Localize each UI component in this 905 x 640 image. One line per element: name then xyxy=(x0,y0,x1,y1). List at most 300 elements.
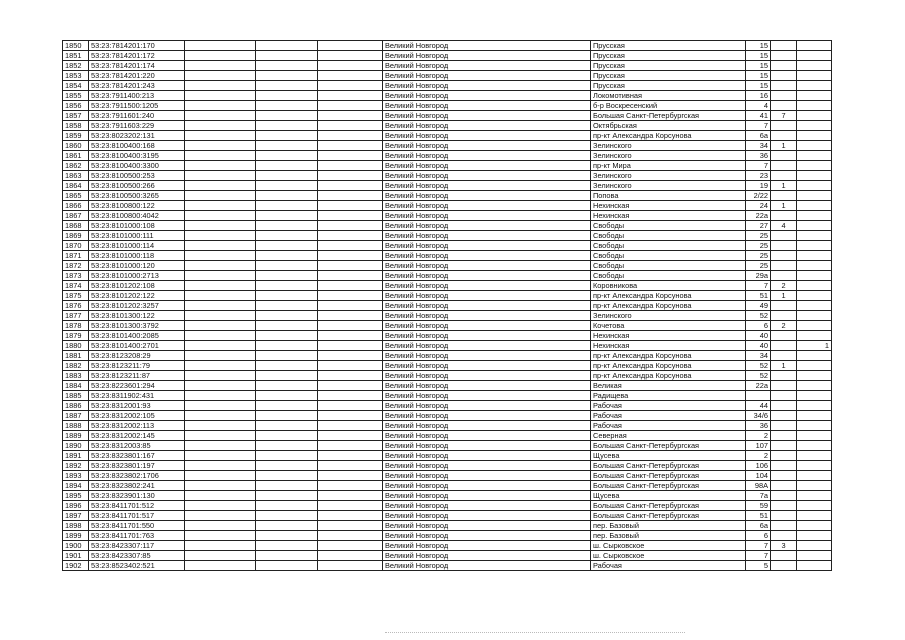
extra-number-cell xyxy=(797,211,832,221)
building-number-cell xyxy=(771,311,797,321)
cadastral-number-cell: 53:23:8101000:120 xyxy=(89,261,185,271)
empty-cell xyxy=(256,181,318,191)
street-cell: Большая Санкт-Петербургская xyxy=(591,111,746,121)
city-cell: Великий Новгород xyxy=(383,421,591,431)
row-number-cell: 1861 xyxy=(63,151,89,161)
empty-cell xyxy=(318,121,383,131)
empty-cell xyxy=(185,151,256,161)
empty-cell xyxy=(318,231,383,241)
table-row xyxy=(63,231,832,241)
table-row xyxy=(63,531,832,541)
table-row xyxy=(63,311,832,321)
extra-number-cell xyxy=(797,271,832,281)
building-number-cell xyxy=(771,411,797,421)
building-number-cell xyxy=(771,461,797,471)
street-cell: пр-кт Александра Корсунова xyxy=(591,371,746,381)
row-number-cell: 1851 xyxy=(63,51,89,61)
house-number-cell: 107 xyxy=(746,441,771,451)
cadastral-number-cell: 53:23:8123211:79 xyxy=(89,361,185,371)
cadastral-number-cell: 53:23:8101000:108 xyxy=(89,221,185,231)
row-number-cell: 1899 xyxy=(63,531,89,541)
empty-cell xyxy=(185,331,256,341)
city-cell: Великий Новгород xyxy=(383,141,591,151)
table-row xyxy=(63,341,832,351)
empty-cell xyxy=(256,411,318,421)
city-cell: Великий Новгород xyxy=(383,411,591,421)
empty-cell xyxy=(318,451,383,461)
building-number-cell xyxy=(771,391,797,401)
row-number-cell: 1857 xyxy=(63,111,89,121)
building-number-cell xyxy=(771,261,797,271)
street-cell: Прусская xyxy=(591,61,746,71)
table-row xyxy=(63,401,832,411)
table-row xyxy=(63,151,832,161)
empty-cell xyxy=(318,561,383,571)
city-cell: Великий Новгород xyxy=(383,341,591,351)
empty-cell xyxy=(185,201,256,211)
table-row xyxy=(63,471,832,481)
empty-cell xyxy=(318,191,383,201)
row-number-cell: 1866 xyxy=(63,201,89,211)
cadastral-number-cell: 53:23:8101300:122 xyxy=(89,311,185,321)
empty-cell xyxy=(185,421,256,431)
house-number-cell: 22а xyxy=(746,381,771,391)
empty-cell xyxy=(318,301,383,311)
extra-number-cell xyxy=(797,291,832,301)
row-number-cell: 1882 xyxy=(63,361,89,371)
table-row xyxy=(63,281,832,291)
building-number-cell xyxy=(771,481,797,491)
street-cell: Великая xyxy=(591,381,746,391)
house-number-cell: 2 xyxy=(746,431,771,441)
street-cell: Прусская xyxy=(591,71,746,81)
extra-number-cell xyxy=(797,541,832,551)
cadastral-number-cell: 53:23:7911500:1205 xyxy=(89,101,185,111)
cadastral-number-cell: 53:23:8100400:3300 xyxy=(89,161,185,171)
city-cell: Великий Новгород xyxy=(383,81,591,91)
extra-number-cell xyxy=(797,351,832,361)
empty-cell xyxy=(256,161,318,171)
empty-cell xyxy=(185,191,256,201)
street-cell: б-р Воскресенский xyxy=(591,101,746,111)
empty-cell xyxy=(185,461,256,471)
cadastral-number-cell: 53:23:8101000:111 xyxy=(89,231,185,241)
empty-cell xyxy=(318,331,383,341)
row-number-cell: 1891 xyxy=(63,451,89,461)
empty-cell xyxy=(318,71,383,81)
empty-cell xyxy=(318,221,383,231)
row-number-cell: 1895 xyxy=(63,491,89,501)
street-cell: Кочетова xyxy=(591,321,746,331)
building-number-cell xyxy=(771,271,797,281)
table-row xyxy=(63,41,832,51)
empty-cell xyxy=(185,391,256,401)
empty-cell xyxy=(256,521,318,531)
building-number-cell xyxy=(771,351,797,361)
empty-cell xyxy=(185,561,256,571)
street-cell: пр-кт Александра Корсунова xyxy=(591,131,746,141)
table-row xyxy=(63,391,832,401)
house-number-cell: 34 xyxy=(746,141,771,151)
empty-cell xyxy=(318,541,383,551)
empty-cell xyxy=(185,541,256,551)
table-row xyxy=(63,451,832,461)
extra-number-cell: 1 xyxy=(797,341,832,351)
city-cell: Великий Новгород xyxy=(383,61,591,71)
house-number-cell: 52 xyxy=(746,371,771,381)
empty-cell xyxy=(318,361,383,371)
extra-number-cell xyxy=(797,231,832,241)
extra-number-cell xyxy=(797,391,832,401)
building-number-cell xyxy=(771,101,797,111)
street-cell: Прусская xyxy=(591,41,746,51)
city-cell: Великий Новгород xyxy=(383,321,591,331)
building-number-cell xyxy=(771,211,797,221)
empty-cell xyxy=(318,311,383,321)
extra-number-cell xyxy=(797,311,832,321)
cadastral-number-cell: 53:23:8100500:3265 xyxy=(89,191,185,201)
street-cell: Зелинского xyxy=(591,151,746,161)
extra-number-cell xyxy=(797,221,832,231)
empty-cell xyxy=(256,311,318,321)
empty-cell xyxy=(318,531,383,541)
house-number-cell: 36 xyxy=(746,421,771,431)
empty-cell xyxy=(256,451,318,461)
street-cell: Большая Санкт-Петербургская xyxy=(591,511,746,521)
house-number-cell: 6 xyxy=(746,531,771,541)
empty-cell xyxy=(256,101,318,111)
house-number-cell: 7 xyxy=(746,161,771,171)
empty-cell xyxy=(318,431,383,441)
cadastral-number-cell: 53:23:8312003:85 xyxy=(89,441,185,451)
empty-cell xyxy=(318,501,383,511)
row-number-cell: 1859 xyxy=(63,131,89,141)
building-number-cell xyxy=(771,191,797,201)
empty-cell xyxy=(256,61,318,71)
empty-cell xyxy=(256,551,318,561)
empty-cell xyxy=(318,461,383,471)
extra-number-cell xyxy=(797,501,832,511)
empty-cell xyxy=(185,321,256,331)
street-cell: Свободы xyxy=(591,251,746,261)
city-cell: Великий Новгород xyxy=(383,541,591,551)
table-row xyxy=(63,161,832,171)
extra-number-cell xyxy=(797,81,832,91)
city-cell: Великий Новгород xyxy=(383,171,591,181)
row-number-cell: 1888 xyxy=(63,421,89,431)
table-row xyxy=(63,111,832,121)
cadastral-number-cell: 53:23:8411701:517 xyxy=(89,511,185,521)
empty-cell xyxy=(185,121,256,131)
building-number-cell xyxy=(771,51,797,61)
house-number-cell: 2/22 xyxy=(746,191,771,201)
cadastral-number-cell: 53:23:8101000:2713 xyxy=(89,271,185,281)
cadastral-number-cell: 53:23:8311902:431 xyxy=(89,391,185,401)
empty-cell xyxy=(256,51,318,61)
extra-number-cell xyxy=(797,511,832,521)
row-number-cell: 1858 xyxy=(63,121,89,131)
empty-cell xyxy=(185,441,256,451)
city-cell: Великий Новгород xyxy=(383,301,591,311)
extra-number-cell xyxy=(797,441,832,451)
row-number-cell: 1875 xyxy=(63,291,89,301)
empty-cell xyxy=(185,171,256,181)
extra-number-cell xyxy=(797,421,832,431)
building-number-cell: 1 xyxy=(771,291,797,301)
row-number-cell: 1862 xyxy=(63,161,89,171)
row-number-cell: 1865 xyxy=(63,191,89,201)
cadastral-number-cell: 53:23:8411701:550 xyxy=(89,521,185,531)
cadastral-table xyxy=(62,40,832,571)
table-row xyxy=(63,431,832,441)
house-number-cell: 106 xyxy=(746,461,771,471)
house-number-cell: 44 xyxy=(746,401,771,411)
house-number-cell: 22а xyxy=(746,211,771,221)
house-number-cell: 25 xyxy=(746,251,771,261)
table-row xyxy=(63,141,832,151)
building-number-cell: 7 xyxy=(771,111,797,121)
empty-cell xyxy=(185,501,256,511)
city-cell: Великий Новгород xyxy=(383,471,591,481)
city-cell: Великий Новгород xyxy=(383,481,591,491)
street-cell: Свободы xyxy=(591,241,746,251)
table-row xyxy=(63,481,832,491)
row-number-cell: 1877 xyxy=(63,311,89,321)
house-number-cell: 6а xyxy=(746,521,771,531)
extra-number-cell xyxy=(797,191,832,201)
extra-number-cell xyxy=(797,61,832,71)
city-cell: Великий Новгород xyxy=(383,561,591,571)
extra-number-cell xyxy=(797,161,832,171)
cadastral-number-cell: 53:23:8101000:118 xyxy=(89,251,185,261)
street-cell: Нехинская xyxy=(591,201,746,211)
empty-cell xyxy=(256,351,318,361)
street-cell: Октябрьская xyxy=(591,121,746,131)
cadastral-number-cell: 53:23:8100800:122 xyxy=(89,201,185,211)
row-number-cell: 1883 xyxy=(63,371,89,381)
empty-cell xyxy=(185,361,256,371)
extra-number-cell xyxy=(797,201,832,211)
street-cell: Нехинская xyxy=(591,331,746,341)
empty-cell xyxy=(318,471,383,481)
row-number-cell: 1894 xyxy=(63,481,89,491)
building-number-cell xyxy=(771,301,797,311)
extra-number-cell xyxy=(797,321,832,331)
empty-cell xyxy=(256,481,318,491)
empty-cell xyxy=(185,181,256,191)
cadastral-number-cell: 53:23:8101202:122 xyxy=(89,291,185,301)
city-cell: Великий Новгород xyxy=(383,51,591,61)
street-cell: Зелинского xyxy=(591,311,746,321)
house-number-cell: 36 xyxy=(746,151,771,161)
building-number-cell xyxy=(771,71,797,81)
city-cell: Великий Новгород xyxy=(383,101,591,111)
street-cell: Большая Санкт-Петербургская xyxy=(591,441,746,451)
building-number-cell xyxy=(771,501,797,511)
empty-cell xyxy=(256,341,318,351)
extra-number-cell xyxy=(797,371,832,381)
empty-cell xyxy=(318,41,383,51)
house-number-cell: 25 xyxy=(746,231,771,241)
extra-number-cell xyxy=(797,461,832,471)
empty-cell xyxy=(256,431,318,441)
building-number-cell xyxy=(771,131,797,141)
house-number-cell: 7 xyxy=(746,121,771,131)
house-number-cell: 15 xyxy=(746,61,771,71)
empty-cell xyxy=(256,111,318,121)
empty-cell xyxy=(185,61,256,71)
empty-cell xyxy=(318,181,383,191)
house-number-cell: 5 xyxy=(746,561,771,571)
cadastral-number-cell: 53:23:8101000:114 xyxy=(89,241,185,251)
cadastral-number-cell: 53:23:7911400:213 xyxy=(89,91,185,101)
street-cell: Большая Санкт-Петербургская xyxy=(591,471,746,481)
extra-number-cell xyxy=(797,381,832,391)
street-cell: Рабочая xyxy=(591,561,746,571)
building-number-cell xyxy=(771,61,797,71)
empty-cell xyxy=(185,451,256,461)
empty-cell xyxy=(318,271,383,281)
page-footer-scan-artifact xyxy=(385,632,685,637)
empty-cell xyxy=(318,251,383,261)
table-row xyxy=(63,121,832,131)
street-cell: Зелинского xyxy=(591,141,746,151)
house-number-cell xyxy=(746,391,771,401)
extra-number-cell xyxy=(797,71,832,81)
empty-cell xyxy=(185,411,256,421)
cadastral-number-cell: 53:23:7814201:174 xyxy=(89,61,185,71)
extra-number-cell xyxy=(797,261,832,271)
empty-cell xyxy=(318,401,383,411)
row-number-cell: 1868 xyxy=(63,221,89,231)
street-cell: Попова xyxy=(591,191,746,201)
empty-cell xyxy=(256,501,318,511)
empty-cell xyxy=(185,481,256,491)
empty-cell xyxy=(318,341,383,351)
street-cell: ш. Сырковское xyxy=(591,551,746,561)
empty-cell xyxy=(256,561,318,571)
empty-cell xyxy=(185,221,256,231)
extra-number-cell xyxy=(797,141,832,151)
cadastral-number-cell: 53:23:8100800:4042 xyxy=(89,211,185,221)
cadastral-number-cell: 53:23:8323802:241 xyxy=(89,481,185,491)
empty-cell xyxy=(185,211,256,221)
cadastral-number-cell: 53:23:8411701:763 xyxy=(89,531,185,541)
building-number-cell: 2 xyxy=(771,321,797,331)
table-row xyxy=(63,351,832,361)
cadastral-number-cell: 53:23:7814201:172 xyxy=(89,51,185,61)
house-number-cell: 104 xyxy=(746,471,771,481)
cadastral-number-cell: 53:23:8023202:131 xyxy=(89,131,185,141)
table-row xyxy=(63,211,832,221)
street-cell: Нехинская xyxy=(591,341,746,351)
cadastral-number-cell: 53:23:8523402:521 xyxy=(89,561,185,571)
table-row xyxy=(63,241,832,251)
house-number-cell: 7 xyxy=(746,541,771,551)
table-row xyxy=(63,251,832,261)
building-number-cell: 1 xyxy=(771,181,797,191)
empty-cell xyxy=(256,421,318,431)
city-cell: Великий Новгород xyxy=(383,441,591,451)
city-cell: Великий Новгород xyxy=(383,551,591,561)
city-cell: Великий Новгород xyxy=(383,241,591,251)
empty-cell xyxy=(256,391,318,401)
empty-cell xyxy=(318,381,383,391)
empty-cell xyxy=(256,141,318,151)
empty-cell xyxy=(256,401,318,411)
table-row xyxy=(63,321,832,331)
street-cell: Северная xyxy=(591,431,746,441)
empty-cell xyxy=(185,251,256,261)
empty-cell xyxy=(318,321,383,331)
extra-number-cell xyxy=(797,171,832,181)
building-number-cell xyxy=(771,121,797,131)
building-number-cell xyxy=(771,171,797,181)
building-number-cell: 2 xyxy=(771,281,797,291)
building-number-cell xyxy=(771,431,797,441)
empty-cell xyxy=(256,441,318,451)
row-number-cell: 1855 xyxy=(63,91,89,101)
empty-cell xyxy=(256,221,318,231)
empty-cell xyxy=(256,171,318,181)
extra-number-cell xyxy=(797,51,832,61)
table-row xyxy=(63,51,832,61)
empty-cell xyxy=(318,81,383,91)
row-number-cell: 1880 xyxy=(63,341,89,351)
building-number-cell xyxy=(771,41,797,51)
cadastral-number-cell: 53:23:8123208:29 xyxy=(89,351,185,361)
row-number-cell: 1901 xyxy=(63,551,89,561)
building-number-cell xyxy=(771,241,797,251)
house-number-cell: 40 xyxy=(746,341,771,351)
street-cell: пр-кт Александра Корсунова xyxy=(591,301,746,311)
document-sheet xyxy=(62,40,832,571)
table-row xyxy=(63,301,832,311)
extra-number-cell xyxy=(797,531,832,541)
empty-cell xyxy=(256,381,318,391)
city-cell: Великий Новгород xyxy=(383,151,591,161)
building-number-cell xyxy=(771,491,797,501)
house-number-cell: 2 xyxy=(746,451,771,461)
table-row xyxy=(63,271,832,281)
cadastral-number-cell: 53:23:8100400:3195 xyxy=(89,151,185,161)
city-cell: Великий Новгород xyxy=(383,501,591,511)
house-number-cell: 27 xyxy=(746,221,771,231)
empty-cell xyxy=(256,151,318,161)
empty-cell xyxy=(318,491,383,501)
row-number-cell: 1887 xyxy=(63,411,89,421)
empty-cell xyxy=(318,131,383,141)
row-number-cell: 1897 xyxy=(63,511,89,521)
street-cell: Щусева xyxy=(591,451,746,461)
building-number-cell xyxy=(771,561,797,571)
row-number-cell: 1856 xyxy=(63,101,89,111)
empty-cell xyxy=(185,301,256,311)
empty-cell xyxy=(185,241,256,251)
extra-number-cell xyxy=(797,301,832,311)
empty-cell xyxy=(256,71,318,81)
city-cell: Великий Новгород xyxy=(383,251,591,261)
empty-cell xyxy=(256,371,318,381)
row-number-cell: 1872 xyxy=(63,261,89,271)
empty-cell xyxy=(185,101,256,111)
building-number-cell xyxy=(771,521,797,531)
cadastral-number-cell: 53:23:7814201:243 xyxy=(89,81,185,91)
city-cell: Великий Новгород xyxy=(383,181,591,191)
street-cell: Рабочая xyxy=(591,421,746,431)
empty-cell xyxy=(185,311,256,321)
table-row xyxy=(63,561,832,571)
